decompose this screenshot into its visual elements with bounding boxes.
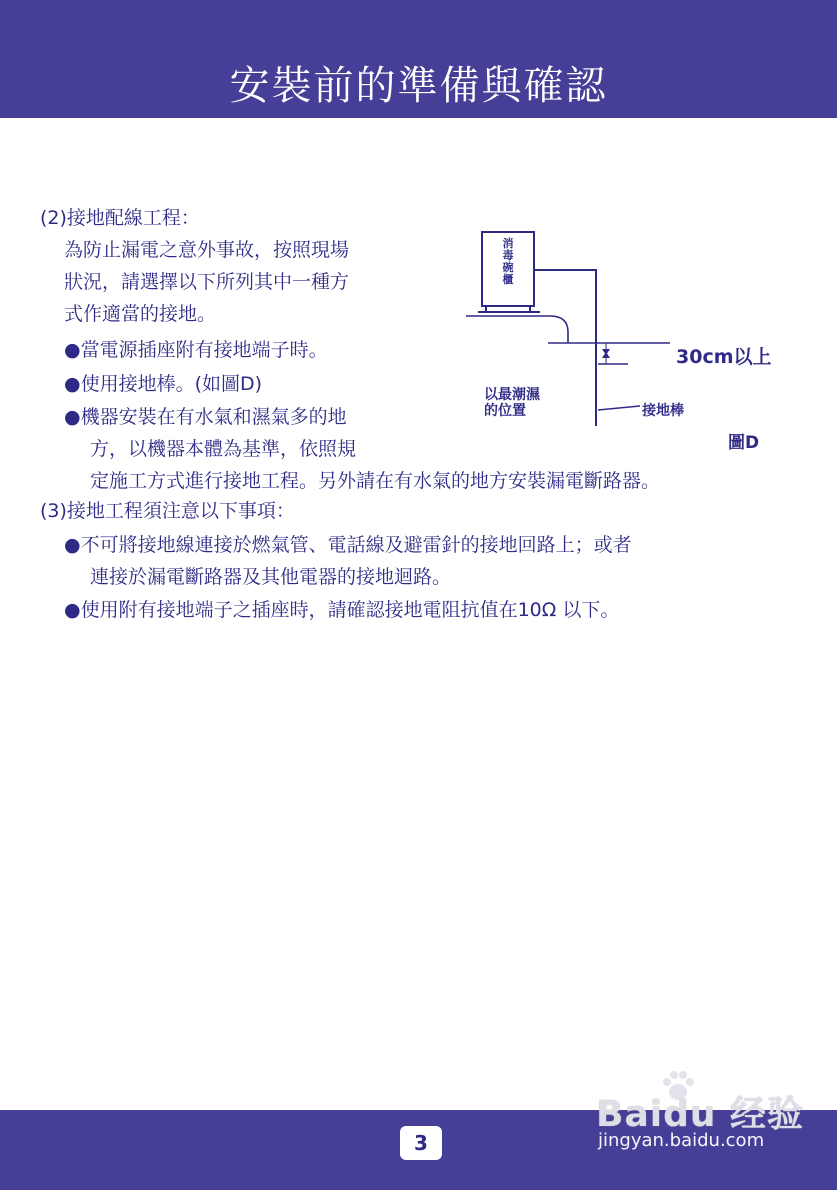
- section3-heading: (3)接地工程須注意以下事項：: [40, 500, 295, 522]
- tank-label: 消毒碗櫃: [502, 237, 514, 286]
- section2-intro-line3: 式作適當的接地。: [64, 303, 217, 325]
- watermark: [596, 1068, 816, 1164]
- section3-bullet1-line1: ●不可將接地線連接於燃氣管、電話線及避雷針的接地回路上；或者: [64, 534, 632, 556]
- location-label-line1: 以最潮濕: [484, 387, 540, 403]
- section2-bullet2: ●使用接地棒。(如圖D): [64, 373, 263, 395]
- rod-leader: [598, 406, 640, 410]
- section3-bullet2: ●使用附有接地端子之插座時，請確認接地電阻抗值在10Ω 以下。: [64, 599, 620, 621]
- section2-intro-line2: 狀況，請選擇以下所列其中一種方: [64, 271, 350, 293]
- rod-label: 接地棒: [642, 403, 684, 419]
- section2-bullet3-line1: ●機器安裝在有水氣和濕氣多的地: [64, 406, 347, 428]
- page-number: 3: [400, 1126, 442, 1160]
- figure-label: 圖D: [728, 433, 760, 453]
- grounding-diagram: [460, 228, 790, 458]
- section2-intro-line1: 為防止漏電之意外事故，按照現場: [64, 239, 350, 261]
- watermark-url: jingyan.baidu.com: [598, 1130, 765, 1151]
- watermark-brand: Baidu 经验: [596, 1094, 805, 1135]
- location-label-line2: 的位置: [484, 403, 526, 419]
- page-title: 安裝前的準備與確認: [229, 63, 608, 109]
- section3-bullet1-line2: 連接於漏電斷路器及其他電器的接地迴路。: [90, 566, 452, 588]
- section2-bullet3-line2: 方，以機器本體為基準，依照規: [90, 438, 357, 460]
- section2-heading: (2)接地配線工程：: [40, 207, 200, 229]
- ground-wire: [534, 270, 596, 426]
- header-band: [0, 0, 837, 118]
- floor-line: [466, 316, 568, 343]
- section2-bullet1: ●當電源插座附有接地端子時。: [64, 339, 328, 361]
- section2-bullet3-line3: 定施工方式進行接地工程。另外請在有水氣的地方安裝漏電斷路器。: [90, 470, 661, 492]
- distance-label: 30cm以上: [676, 346, 772, 368]
